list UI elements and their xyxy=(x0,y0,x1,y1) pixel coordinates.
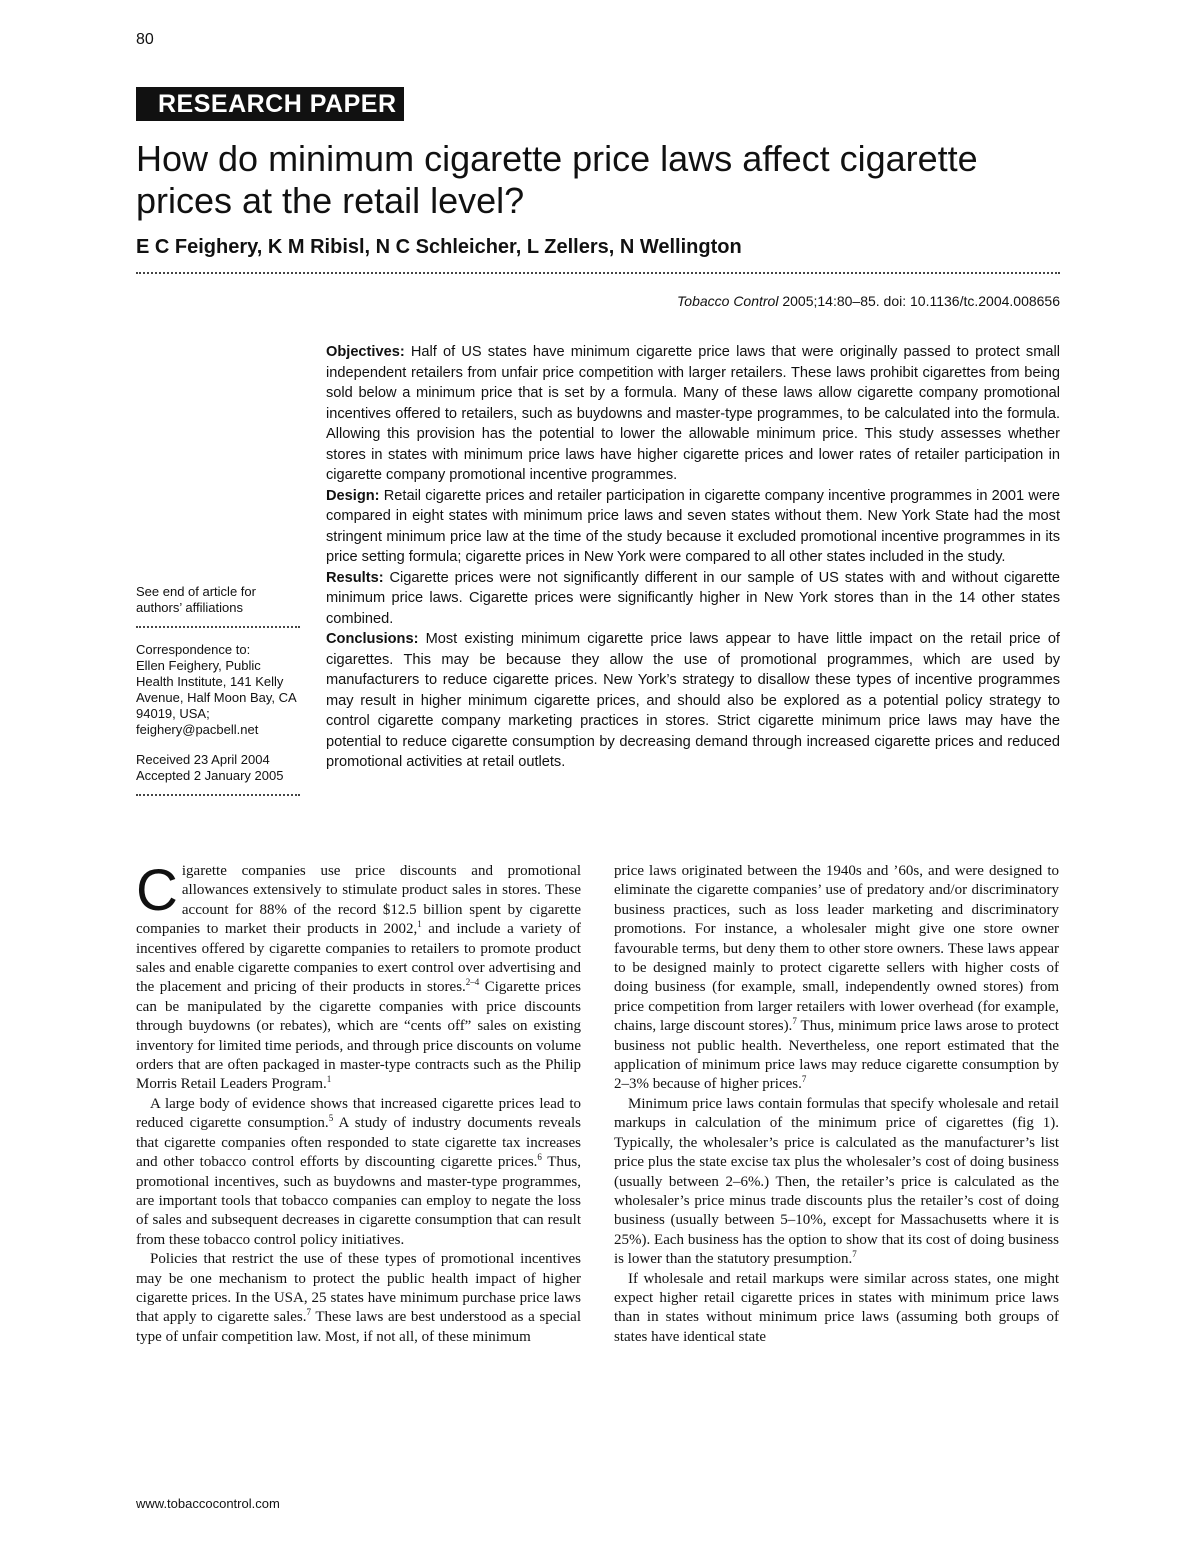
reference-superscript: 2–4 xyxy=(465,977,480,988)
body-text: These laws are best understood as a special type of unfair competition law. Most, if not all, of these minimum xyxy=(136,1309,581,1345)
footer-url: www.tobaccocontrol.com xyxy=(136,1496,280,1511)
accepted-date: Accepted 2 January 2005 xyxy=(136,768,284,783)
body-paragraph xyxy=(136,1250,581,1347)
reference-superscript: 1 xyxy=(417,919,422,930)
body-text: Thus, minimum price laws arose to protect business not public health. Nevertheless, one report estimated that the application of minimum price laws may reduce cigarette consumption by 2–3% because of higher prices. xyxy=(614,1018,1059,1093)
citation-details: 2005;14:80–85. doi: 10.1136/tc.2004.008656 xyxy=(778,293,1060,309)
reference-superscript: 7 xyxy=(792,1016,797,1027)
reference-superscript: 7 xyxy=(801,1074,807,1085)
abstract-conclusions xyxy=(326,629,1060,773)
citation-line xyxy=(677,293,1060,309)
article-title: How do minimum cigarette price laws affect cigarette prices at the retail level? xyxy=(136,138,978,221)
body-paragraph xyxy=(614,1270,1059,1348)
affiliations-note: See end of article for authors’ affiliations xyxy=(136,584,256,615)
sidebar-dotted-rule xyxy=(136,794,300,796)
abstract-text: Most existing minimum cigarette price laws appear to have little impact on the retail price of cigarettes. This may be because they allow the use of promotional programmes, which are used by manufacturers to reduce cigarette prices. New York’s strategy to disallow these types of incentive programmes may result in higher minimum cigarette prices, and should also be explored as a potential policy strategy to control cigarette company marketing practices in stores. Strict cigarette minimum price laws may have the potential to reduce cigarette consumption by decreasing demand through increased cigarette prices and reduced promotional activities at retail outlets. xyxy=(326,631,1060,770)
body-text: Policies that restrict the use of these types of promotional incentives may be one mechanism to protect the public health impact of higher cigarette prices. In the USA, 25 states have minimum purchase price laws that apply to cigarette sales. xyxy=(136,1251,581,1326)
body-text: and include a variety of incentives offered by cigarette companies to retailers to promote product sales and enable cigarette companies to exert control over advertising and the placement and pricing of their products in stores. xyxy=(136,921,581,996)
abstract-text: Cigarette prices were not significantly different in our sample of US states with and without cigarette minimum price laws. Cigarette prices were significantly higher in New York stores than in the 14 other states combined. xyxy=(326,569,1060,627)
abstract-text: Retail cigarette prices and retailer participation in cigarette company incentive programmes in 2001 were compared in eight states with minimum price laws and seven states without them. New York State had the most stringent minimum price law at the time of the study because it excluded promotional incentive programmes in its price setting formula; cigarette prices in New York were compared to all other states included in the study. xyxy=(326,487,1060,565)
body-text: Minimum price laws contain formulas that specify wholesale and retail markups in calculation of the minimum price of cigarettes (fig 1). Typically, the wholesaler’s price is calculated as the manufacturer’s list price plus the state excise tax plus the wholesaler’s cost of doing business (usually between 2–6%.) Then, the retailer’s price is calculated as the wholesaler’s price minus trade discounts plus the retailer’s cost of doing business (usually between 5–10%, except for Massachusetts where it is 25%). Each business has the option to show that its cost of doing business is lower than the statutory presumption. xyxy=(614,1095,1059,1268)
reference-superscript: 7 xyxy=(852,1249,857,1260)
abstract-label: Results: xyxy=(326,569,384,586)
author-list: E C Feighery, K M Ribisl, N C Schleicher, L Zellers, N Wellington xyxy=(136,236,742,258)
body-column-left xyxy=(136,858,581,1347)
body-text: Cigarette prices can be manipulated by the cigarette companies with price discounts through buydowns (or rebates), which are “cents off” sales on existing inventory for limited time periods, and through price discounts on volume orders that are often packaged in master-type contracts such as the Philip Morris Retail Leaders Program. xyxy=(136,979,581,1093)
received-date: Received 23 April 2004 xyxy=(136,752,270,767)
abstract-label: Objectives: xyxy=(326,344,405,360)
header-dotted-rule xyxy=(136,272,1060,274)
abstract-label: Conclusions: xyxy=(326,631,419,647)
body-paragraph xyxy=(614,862,1059,1095)
body-text: igarette companies use price discounts and promotional allowances extensively to stimulate product sales in stores. These account for 88% of the record $12.5 billion spent by cigarette companies to market their products in 2002, xyxy=(136,863,581,938)
body-paragraph xyxy=(136,1095,581,1250)
body-column-right xyxy=(614,862,1059,1347)
abstract-design xyxy=(326,486,1060,568)
abstract-label: Design: xyxy=(326,487,380,504)
sidebar-dotted-rule xyxy=(136,626,300,628)
correspondence-label: Correspondence to: xyxy=(136,642,251,657)
reference-superscript: 7 xyxy=(306,1307,312,1318)
body-paragraph xyxy=(136,858,581,1095)
article-sidebar xyxy=(136,584,300,810)
body-text: price laws originated between the 1940s and ’60s, and were designed to eliminate the cigarette companies’ use of predatory and/or discriminatory business practices, such as loss leader marketing and discriminatory promotions. For instance, a wholesaler might give one store owner favourable terms, but deny them to other store owners. These laws appear to be designed mainly to protect cigarette sellers with higher costs of doing business (for example, small, independently owned stores) from price competition from larger retailers with lower overhead (for example, chains, large discount stores). xyxy=(614,863,1059,1035)
body-text: A large body of evidence shows that increased cigarette prices lead to reduced cigarette consumption. xyxy=(136,1095,581,1132)
body-text: Thus, promotional incentives, such as buydowns and master-type programmes, are important tools that tobacco companies can employ to negate the loss of sales and subsequent decreases in cigarette consumption that can result from these tobacco control policy initiatives. xyxy=(136,1154,581,1248)
abstract-text: Half of US states have minimum cigarette price laws that were originally passed to protect small independent retailers from unfair price competition with larger retailers. These laws prohibit cigarettes from being sold below a minimum price that is set by a formula. Many of these laws allow cigarette company promotional incentives offered to retailers, such as buydowns and master-type programmes, to be calculated into the formula. Allowing this provision has the potential to lower the allowable minimum price. This study assesses whether stores in states with minimum price laws have higher cigarette prices and lower rates of retailer participation in cigarette company promotional incentive programmes. xyxy=(326,344,1060,483)
page-number: 80 xyxy=(136,31,154,48)
body-text: A study of industry documents reveals that cigarette companies often responded to state cigarette tax increases and other tobacco control efforts by discounting cigarette prices. xyxy=(136,1115,581,1171)
abstract-objectives xyxy=(326,342,1060,486)
body-paragraph xyxy=(614,1095,1059,1270)
body-text: If wholesale and retail markups were similar across states, one might expect higher retail cigarette prices in states with minimum price laws than in states without minimum price laws (assuming both groups of states have identical state xyxy=(614,1270,1059,1345)
journal-name: Tobacco Control xyxy=(677,293,779,309)
abstract xyxy=(326,342,1060,773)
section-banner: RESEARCH PAPER xyxy=(136,87,404,121)
reference-superscript: 5 xyxy=(328,1113,334,1124)
correspondence-address: Ellen Feighery, Public Health Institute, 141 Kelly Avenue, Half Moon Bay, CA 94019, USA; feighery@pacbell.net xyxy=(136,658,296,737)
reference-superscript: 6 xyxy=(537,1152,542,1163)
abstract-results xyxy=(326,568,1060,630)
drop-cap: C xyxy=(136,858,178,923)
reference-superscript: 1 xyxy=(326,1074,332,1085)
